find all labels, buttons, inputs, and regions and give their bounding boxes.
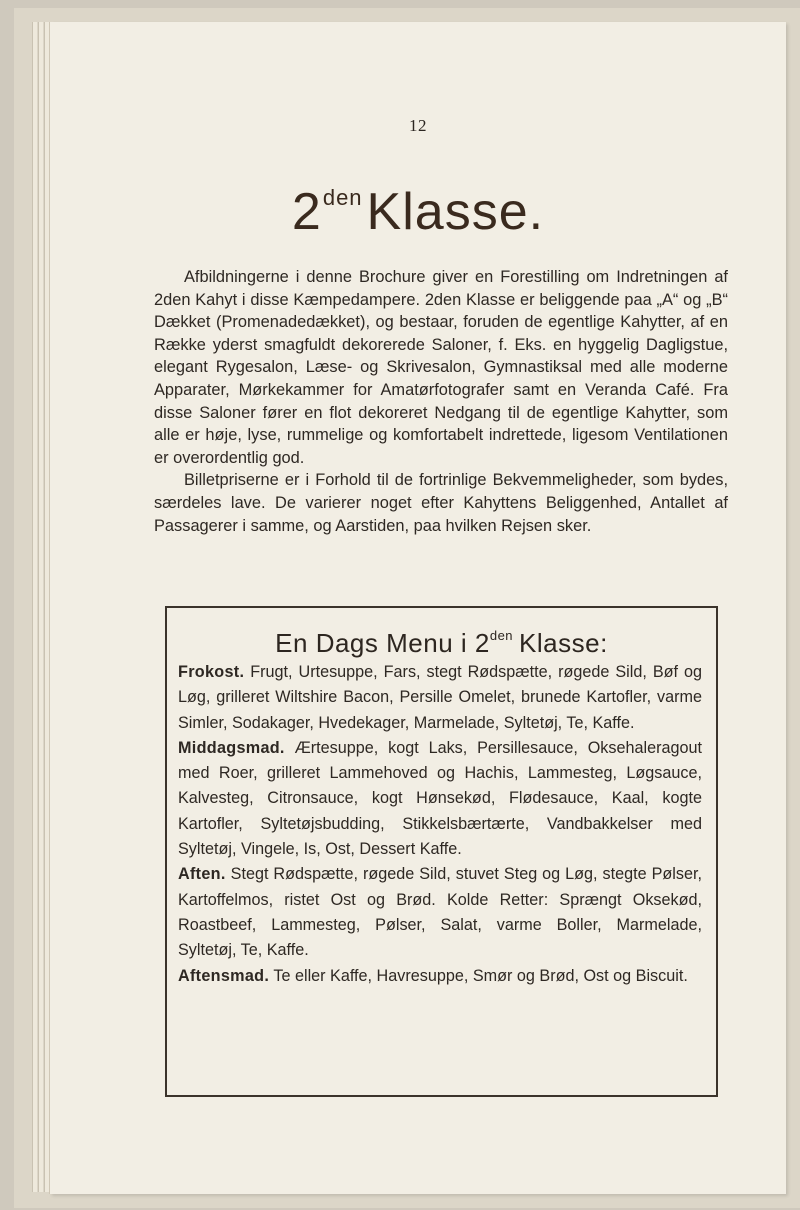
meal-label: Aften.: [178, 865, 226, 884]
menu-box: [165, 606, 718, 1097]
meal-text: Ærtesuppe, kogt Laks, Persillesauce, Oksehaleragout med Roer, grilleret Lammehoved og Hachis, Lammesteg, Løgsauce, Kalvesteg, Citronsauce, kogt Hønsekød, Flødesauce, Kaal, kogte Kartofler, Syltetøjsbudding, Stikkelsbærtærte, Vandbakkelser med Syltetøj, Vingele, Is, Ost, Dessert Kaffe.: [178, 738, 703, 859]
meal-text: Te eller Kaffe, Havresuppe, Smør og Brød, Ost og Biscuit.: [273, 966, 688, 985]
heading-superscript: den: [322, 185, 363, 210]
heading-number: 2: [291, 183, 322, 241]
page-edge: [32, 22, 37, 1192]
meal-text: Frugt, Urtesuppe, Fars, stegt Rødspætte, røgede Sild, Bøf og Løg, grilleret Wiltshire Bacon, Persille Omelet, brunede Kartofler, varme Simler, Sodakager, Hvedekager, Marmelade, Syltetøj, Te, Kaffe.: [178, 663, 702, 732]
heading-word: Klasse.: [366, 183, 545, 241]
meal-label: Frokost.: [178, 663, 245, 681]
meal-text: Stegt Rødspætte, røgede Sild, stuvet Steg og Løg, stegte Pølser, Kartoffelmos, ristet Ost og Brød. Kolde Retter: Sprængt Oksekød, Roastbeef, Lammesteg, Pølser, Salat, varme Boller, Marmelade, Syltetøj, Te, Kaffe.: [178, 865, 702, 960]
menu-body: [178, 660, 702, 989]
meal-label: Middagsmad.: [178, 738, 285, 757]
meal-label: Aftensmad.: [178, 966, 270, 985]
menu-title: [167, 628, 716, 659]
page-edge: [44, 22, 49, 1192]
menu-title-start: En Dags Menu i 2: [275, 628, 490, 658]
meal-aftensmad: [178, 964, 702, 989]
brochure-page: [50, 22, 786, 1194]
page-number: 12: [409, 116, 427, 135]
meal-middagsmad: [178, 736, 702, 862]
meal-frokost: [178, 660, 702, 736]
body-text: [154, 266, 728, 537]
paragraph: Billetpriserne er i Forhold til de fortrinlige Bekvemmeligheder, som bydes, særdeles lave. De varierer noget efter Kahyttens Beliggenhed, Antallet af Passagerer i samme, og Aarstiden, paa hvilken Rejsen sker.: [154, 471, 728, 535]
paragraph: Afbildningerne i denne Brochure giver en Forestilling om Indretningen af 2den Kahyt i disse Kæmpedampere. 2den Klasse er beliggende paa „A“ og „B“ Dækket (Promenadedækket), og bestaar, foruden de egentlige Kahytter, af en Række yderst smagfuldt dekorerede Saloner, f. Eks. en hyggelig Dagligstue, elegant Rygesalon, Læse- og Skrivesalon, Gymnastiksal med alle moderne Apparater, Mørkekammer for Amatørfotografer samt en Veranda Café. Fra disse Saloner fører en flot dekoreret Nedgang til de egentlige Kahytter, som alle er høje, lyse, rummelige og komfortabelt indrettede, ligesom Ventilationen er overordentlig god.: [154, 268, 728, 467]
menu-title-end: Klasse:: [519, 628, 608, 658]
menu-title-superscript: den: [489, 628, 514, 643]
page-heading: [50, 182, 786, 242]
meal-aften: [178, 862, 702, 963]
page-edge: [38, 22, 43, 1192]
